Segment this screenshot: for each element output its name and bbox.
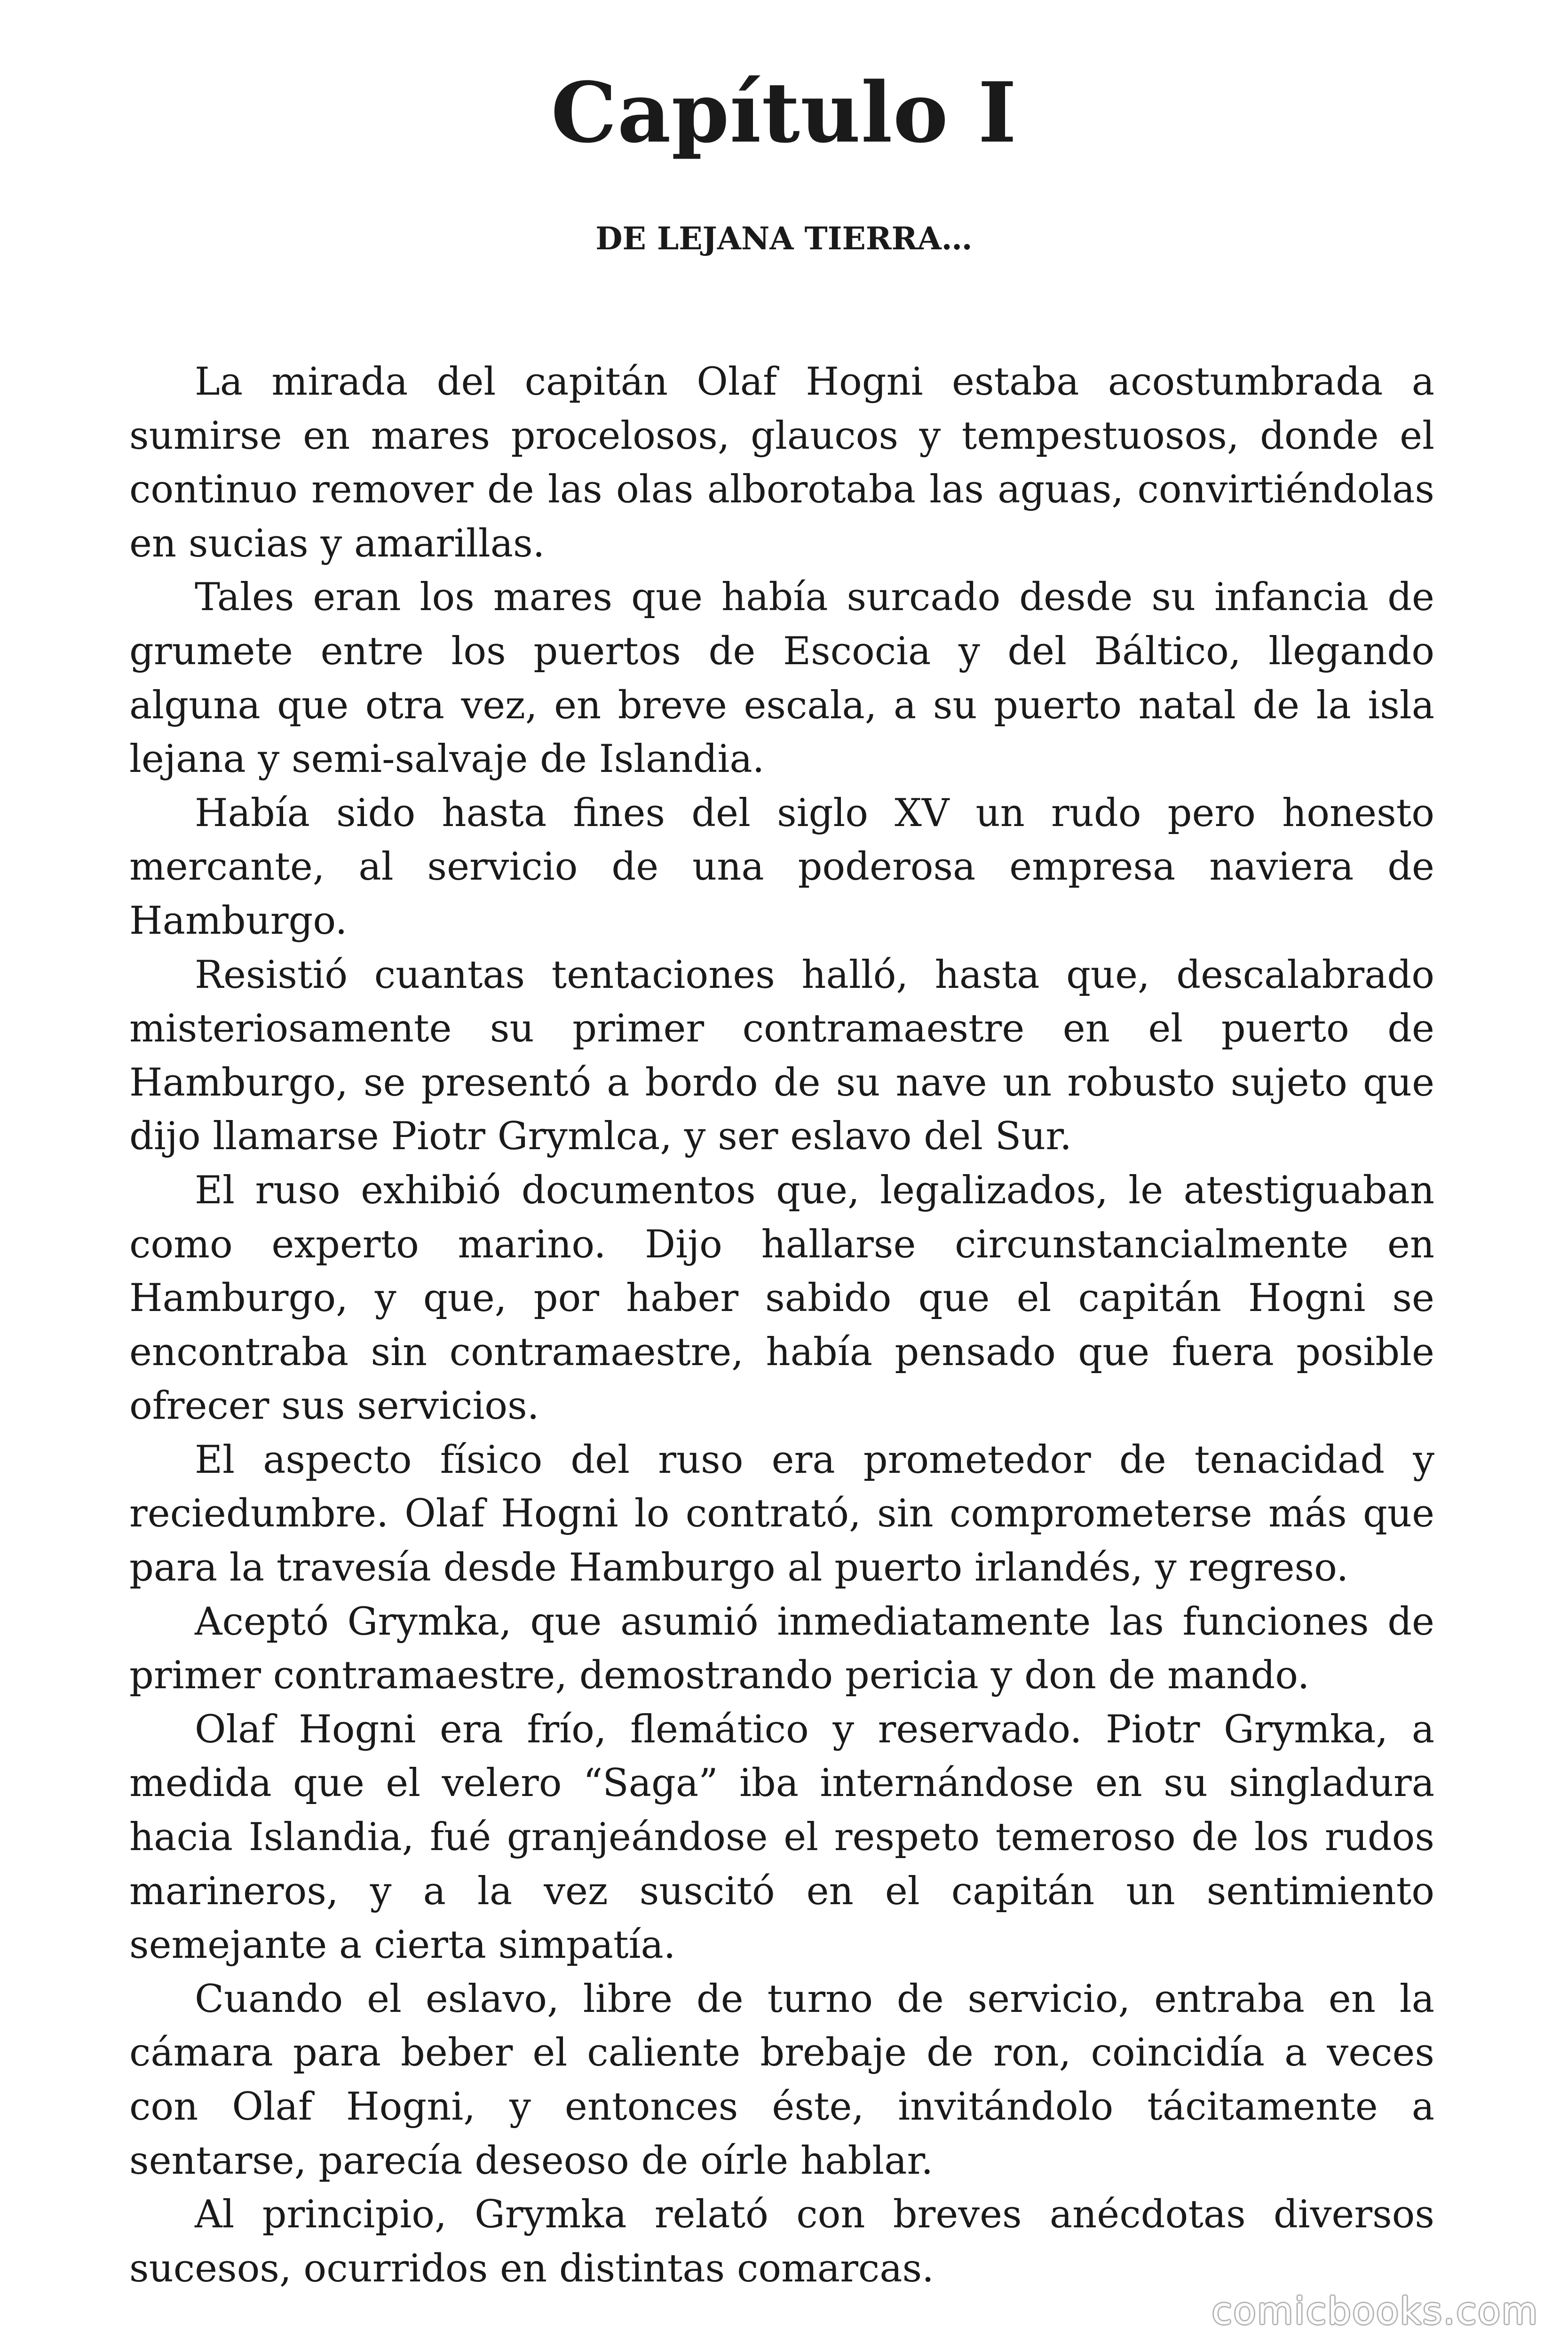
chapter-body — [129, 355, 1434, 2296]
paragraph: Aceptó Grymka, que asumió inmediatamente las funciones de primer contramaestre, demostrando pericia y don de mando. — [129, 1599, 1434, 1698]
paragraph: Olaf Hogni era frío, flemático y reservado. Piotr Grymka, a medida que el velero “Saga” iba internándose en su singladura hacia Islandia, fué granjeándose el respeto temeroso de los rudos marineros, y a la vez suscitó en el capitán un sentimiento semejante a cierta simpatía. — [129, 1707, 1434, 1968]
watermark: comicbooks.com — [1212, 2290, 1539, 2333]
chapter-title: Capítulo I — [551, 64, 1017, 161]
paragraph: Resistió cuantas tentaciones halló, hasta que, descalabrado misteriosamente su primer contramaestre en el puerto de Hamburgo, se presentó a bordo de su nave un robusto sujeto que dijo llamarse Piotr Grymlca, y ser eslavo del Sur. — [129, 953, 1434, 1159]
paragraph: El aspecto físico del ruso era prometedor de tenacidad y reciedumbre. Olaf Hogni lo contrató, sin comprometerse más que para la travesía desde Hamburgo al puerto irlandés, y regreso. — [129, 1438, 1434, 1590]
paragraph: Había sido hasta fines del siglo XV un rudo pero honesto mercante, al servicio de una poderosa empresa naviera de Hamburgo. — [129, 791, 1434, 943]
paragraph: El ruso exhibió documentos que, legalizados, le atestiguaban como experto marino. Dijo hallarse circunstancialmente en Hamburgo, y que, por haber sabido que el capitán Hogni se encontraba sin contramaestre, había pensado que fuera posible ofrecer sus servicios. — [129, 1168, 1434, 1429]
paragraph: La mirada del capitán Olaf Hogni estaba acostumbrada a sumirse en mares procelosos, glaucos y tempestuosos, donde el continuo remover de las olas alborotaba las aguas, convirtiéndolas en sucias y amarillas. — [129, 360, 1434, 566]
paragraph: Al principio, Grymka relató con breves anécdotas diversos sucesos, ocurridos en distintas comarcas. — [129, 2193, 1434, 2291]
paragraph: Tales eran los mares que había surcado desde su infancia de grumete entre los puertos de Escocia y del Báltico, llegando alguna que otra vez, en breve escala, a su puerto natal de la isla lejana y semi-salvaje de Islandia. — [129, 575, 1434, 782]
paragraph: Cuando el eslavo, libre de turno de servicio, entraba en la cámara para beber el caliente brebaje de ron, coincidía a veces con Olaf Hogni, y entonces éste, invitándolo tácitamente a sentarse, parecía deseoso de oírle hablar. — [129, 1977, 1434, 2183]
chapter-subtitle: DE LEJANA TIERRA… — [595, 220, 973, 257]
